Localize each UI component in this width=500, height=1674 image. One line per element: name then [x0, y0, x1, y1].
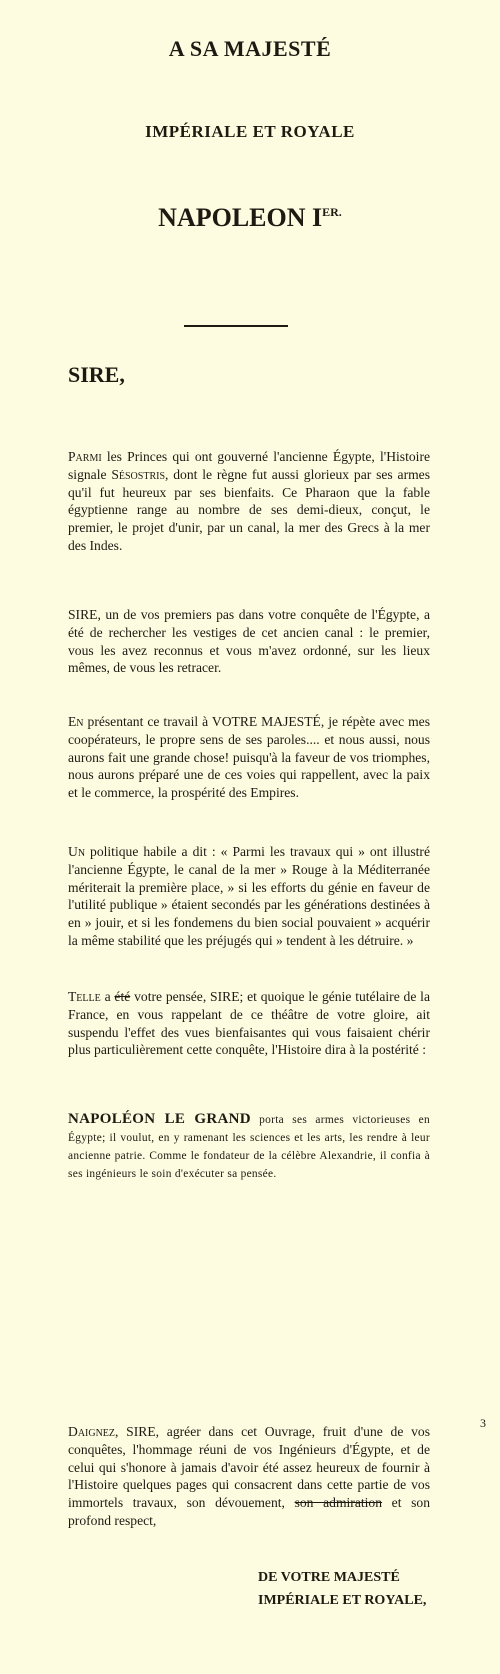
p1-name: Sésostris: [111, 466, 166, 482]
p1-lead: Parmi: [68, 449, 102, 464]
p7-text-1: , SIRE, agréer dans cet Ouvrage, fruit d'une de vos conquêtes, l'hommage réuni de vos Ingénieurs d'Égypte, et de celui qui s'honore à jamais d'avoir été assez heureux de fournir à l'Histoire quelques pages qui consacrent dans cette partie de vos immortels travaux, son dévouement,: [68, 1424, 430, 1511]
p7-lead: Daignez: [68, 1424, 116, 1439]
title-line-2: IMPÉRIALE ET ROYALE: [145, 122, 355, 141]
p6-name: NAPOLÉON LE GRAND: [68, 1111, 251, 1127]
p7-text-2: et son profond respect,: [68, 1495, 430, 1528]
title-line-3: [0, 203, 500, 233]
divider-rule: [184, 325, 288, 327]
p3-text: présentant ce travail à VOTRE MAJESTÉ, je répète avec mes coopérateurs, le propre sens de ses paroles.... et nous aussi, nous aurons fait une grande chose! puisqu'à la faveur de vos triomphes, nous aurons préparé une de ces voies qui rappellent, avec la paix et le commerce, la prospérité des Empires.: [68, 714, 430, 801]
paragraph-1: [68, 448, 430, 555]
p5-text-1: a: [100, 989, 115, 1004]
p1-text-1: les Princes qui ont gouverné l'ancienne Égypte, l'Histoire signale: [68, 449, 430, 482]
closing-line-1: DE VOTRE MAJESTÉ: [258, 1570, 400, 1585]
salutation: SIRE,: [68, 362, 125, 387]
p5-lead: Telle: [68, 989, 101, 1004]
closing-line-2: IMPÉRIALE ET ROYALE,: [258, 1593, 427, 1608]
p1-text-2: , dont le règne fut aussi glorieux par ses armes qu'il fut heureux par ses bienfaits. Ce Pharaon que la fable égyptienne range au nombre de ses demi-dieux, conçut, le premier, le projet d'unir, par un canal, la mer des Grecs à la mer des Indes.: [68, 466, 430, 553]
title-ordinal: ER.: [322, 205, 342, 219]
p3-lead: En: [68, 714, 84, 729]
p5-text-2: votre pensée, SIRE; et quoique le génie tutélaire de la France, en vous rappelant de ce théâtre de votre gloire, ait suspendu l'effet des vues bienfaisantes qui vous faisaient chérir plus particulièrement cette conquête, l'Histoire dira à la postérité :: [68, 989, 430, 1058]
title-name: NAPOLEON I: [158, 203, 323, 232]
p6-text: porta ses armes victorieuses en Égypte; il voulut, en y ramenant les sciences et les arts, les rendre à leur ancienne patrie. Comme le fondateur de la célèbre Alexandrie, il confia à ses ingénieurs le soin d'exécuter sa pensée.: [68, 1114, 430, 1180]
title-line-1: A SA MAJESTÉ: [168, 36, 332, 61]
paragraph-2: SIRE, un de vos premiers pas dans votre conquête de l'Égypte, a été de rechercher les vestiges de cet ancien canal : le premier, vous les avez reconnus et vous m'avez ordonné, sur les lieux mêmes, de vous les retracer.: [68, 607, 430, 676]
paragraph-5: [68, 988, 430, 1059]
p7-struck-phrase: son admiration: [294, 1495, 383, 1511]
paragraph-6: [68, 1110, 430, 1183]
p4-text: politique habile a dit : « Parmi les travaux qui » ont illustré l'ancienne Égypte, le canal de la mer » Rouge à la Méditerranée mériterait la première place, » si les efforts du génie en faveur de l'utilité publique » étaient secondés par les générations destinées à en » jouir, et si les fondemens du bien social pouvaient » acquérir la même stabilité que les préjugés qui » tendent à les détruire. »: [68, 844, 430, 948]
margin-note: 3: [480, 1416, 486, 1430]
p5-struck-word: été: [114, 989, 131, 1004]
p4-lead: Un: [68, 844, 86, 859]
paragraph-7: [68, 1423, 430, 1530]
paragraph-3: [68, 713, 430, 802]
paragraph-4: [68, 843, 430, 950]
